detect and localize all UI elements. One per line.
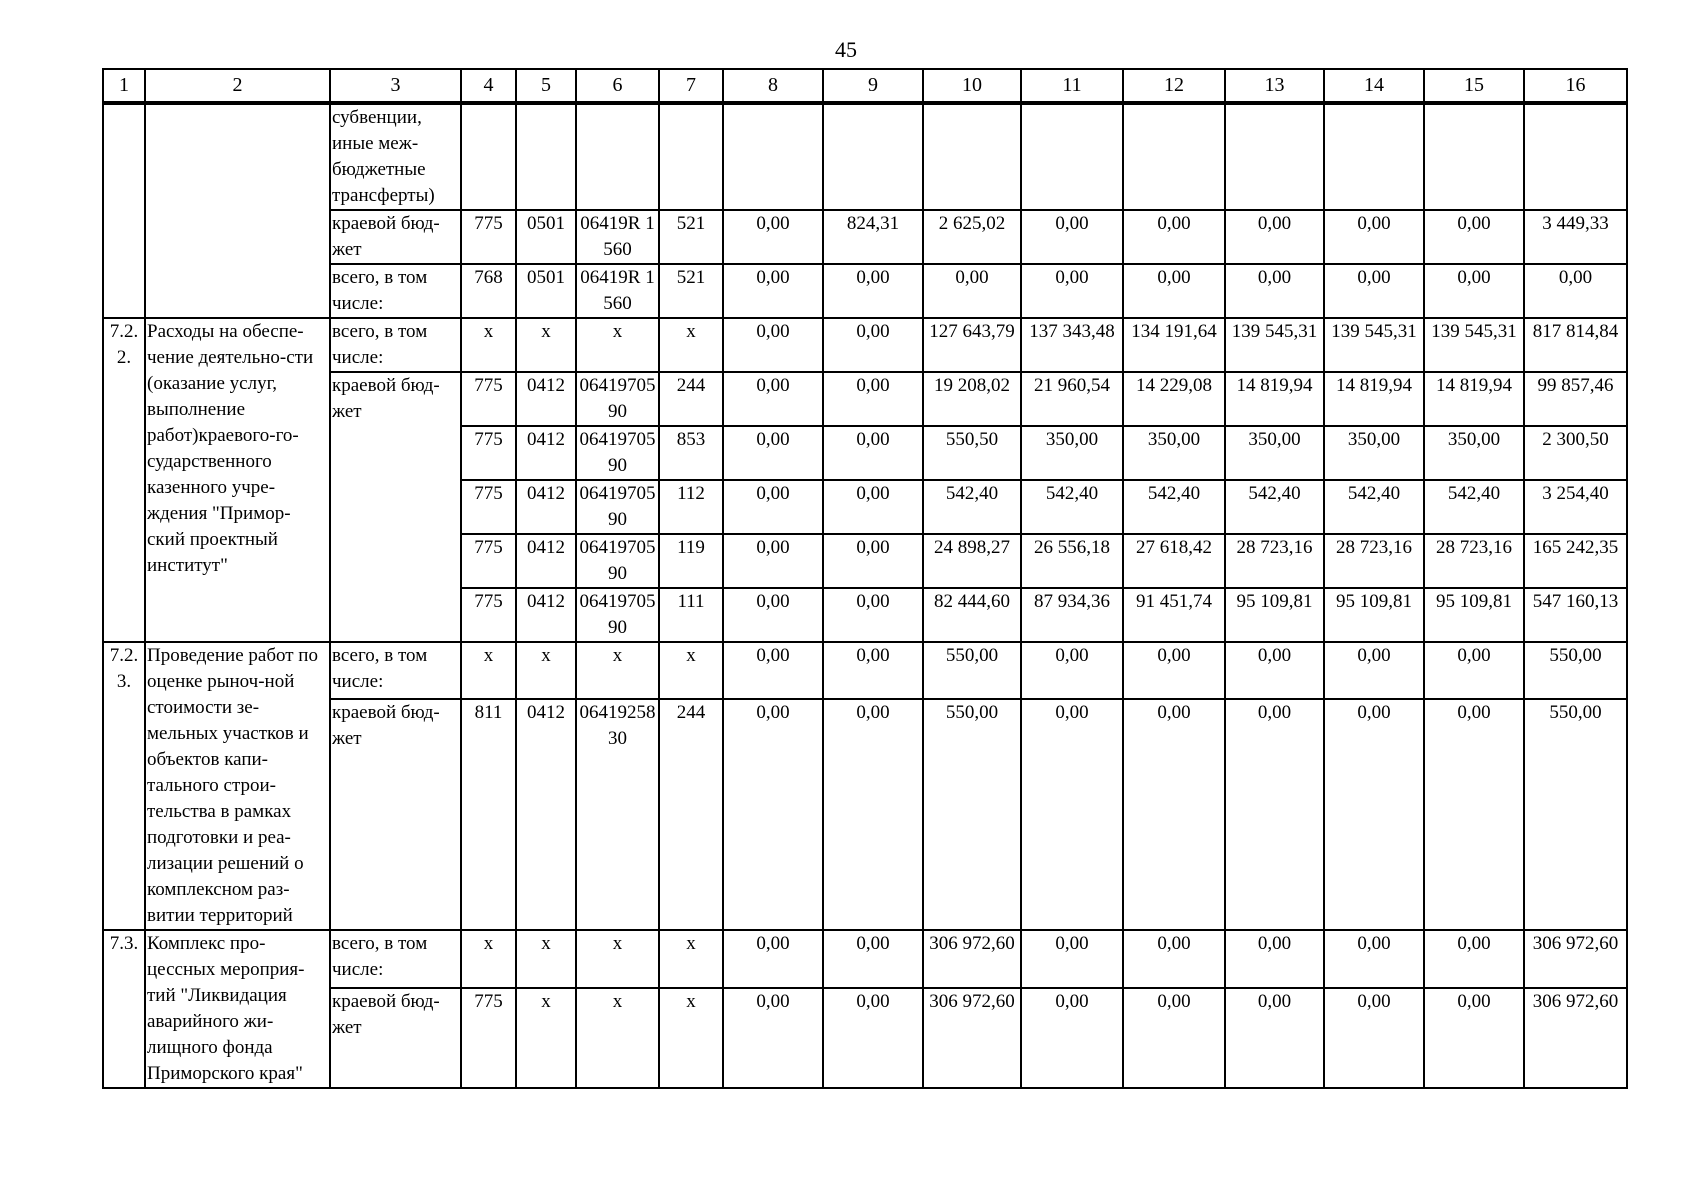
expense-type-cell: [659, 104, 723, 210]
value-cell: 137 343,48: [1021, 318, 1123, 372]
section-cell: х: [516, 318, 576, 372]
total-cell: 306 972,60: [1524, 930, 1627, 988]
value-cell: 0,00: [1021, 699, 1123, 930]
section-cell: х: [516, 930, 576, 988]
column-header: 5: [516, 69, 576, 102]
funding-source-cell: краевой бюд-жет: [330, 988, 461, 1088]
value-cell: 0,00: [823, 988, 923, 1088]
value-cell: 0,00: [1021, 642, 1123, 699]
section-cell: 0412: [516, 699, 576, 930]
target-article-cell: 06419R 1560: [576, 264, 659, 318]
table-row: [103, 642, 1627, 699]
total-cell: 3 449,33: [1524, 210, 1627, 264]
value-cell: 0,00: [1324, 988, 1424, 1088]
funding-source-cell: всего, в том числе:: [330, 318, 461, 372]
value-cell: 0,00: [723, 318, 823, 372]
value-cell: 542,40: [923, 480, 1021, 534]
value-cell: 0,00: [723, 988, 823, 1088]
column-header: 6: [576, 69, 659, 102]
value-cell: [1021, 104, 1123, 210]
value-cell: 550,00: [923, 642, 1021, 699]
value-cell: 0,00: [823, 534, 923, 588]
value-cell: 19 208,02: [923, 372, 1021, 426]
value-cell: 542,40: [1225, 480, 1324, 534]
value-cell: [723, 104, 823, 210]
column-header: 1: [103, 69, 145, 102]
value-cell: 26 556,18: [1021, 534, 1123, 588]
value-cell: 0,00: [823, 699, 923, 930]
expense-type-cell: 853: [659, 426, 723, 480]
grbs-cell: 775: [461, 372, 516, 426]
value-cell: 0,00: [1225, 264, 1324, 318]
value-cell: 14 819,94: [1225, 372, 1324, 426]
section-cell: 0412: [516, 426, 576, 480]
grbs-cell: х: [461, 318, 516, 372]
value-cell: 550,00: [923, 699, 1021, 930]
value-cell: 0,00: [1123, 699, 1225, 930]
value-cell: 28 723,16: [1424, 534, 1524, 588]
value-cell: [1424, 104, 1524, 210]
budget-table: [102, 103, 1628, 1089]
value-cell: 350,00: [1225, 426, 1324, 480]
grbs-cell: [461, 104, 516, 210]
value-cell: 542,40: [1021, 480, 1123, 534]
value-cell: 0,00: [1225, 930, 1324, 988]
section-cell: х: [516, 642, 576, 699]
value-cell: [1123, 104, 1225, 210]
value-cell: 0,00: [1324, 210, 1424, 264]
table-row: [103, 264, 1627, 318]
value-cell: 0,00: [1424, 930, 1524, 988]
value-cell: 0,00: [1123, 264, 1225, 318]
value-cell: [923, 104, 1021, 210]
column-header: 11: [1021, 69, 1123, 102]
value-cell: 0,00: [823, 930, 923, 988]
section-cell: 0501: [516, 264, 576, 318]
value-cell: 0,00: [723, 699, 823, 930]
value-cell: 28 723,16: [1324, 534, 1424, 588]
value-cell: 0,00: [823, 642, 923, 699]
activity-name-cell: Комплекс про-цессных мероприя-тий "Ликвидация аварийного жи-лищного фонда Приморского края": [145, 930, 330, 1088]
activity-name-cell: Расходы на обеспе-чение деятельно-сти (оказание услуг, выполнение работ)краевого-го-сударственного казенного учре-ждения "Примор-ский проектный институт": [145, 318, 330, 642]
grbs-cell: 775: [461, 210, 516, 264]
target-article-cell: 0641970590: [576, 372, 659, 426]
value-cell: 82 444,60: [923, 588, 1021, 642]
value-cell: 350,00: [1123, 426, 1225, 480]
value-cell: 24 898,27: [923, 534, 1021, 588]
target-article-cell: 06419R 1560: [576, 210, 659, 264]
total-cell: 2 300,50: [1524, 426, 1627, 480]
grbs-cell: х: [461, 642, 516, 699]
value-cell: 0,00: [1424, 699, 1524, 930]
grbs-cell: 775: [461, 588, 516, 642]
grbs-cell: 768: [461, 264, 516, 318]
value-cell: 0,00: [723, 480, 823, 534]
value-cell: 0,00: [1324, 930, 1424, 988]
value-cell: 139 545,31: [1324, 318, 1424, 372]
target-article-cell: х: [576, 988, 659, 1088]
value-cell: 0,00: [823, 480, 923, 534]
value-cell: 28 723,16: [1225, 534, 1324, 588]
funding-source-cell: краевой бюд-жет: [330, 372, 461, 642]
column-header: 7: [659, 69, 723, 102]
funding-source-cell: всего, в том числе:: [330, 642, 461, 699]
column-header: 12: [1123, 69, 1225, 102]
row-number-cell: [103, 104, 145, 318]
column-header-table: [102, 68, 1628, 103]
value-cell: 350,00: [1021, 426, 1123, 480]
value-cell: 87 934,36: [1021, 588, 1123, 642]
value-cell: 350,00: [1424, 426, 1524, 480]
value-cell: 91 451,74: [1123, 588, 1225, 642]
value-cell: 95 109,81: [1424, 588, 1524, 642]
value-cell: 0,00: [1123, 930, 1225, 988]
value-cell: 306 972,60: [923, 930, 1021, 988]
value-cell: 14 229,08: [1123, 372, 1225, 426]
table-body: [103, 104, 1627, 1088]
value-cell: 0,00: [723, 642, 823, 699]
page-number: 45: [835, 37, 857, 62]
section-cell: [516, 104, 576, 210]
value-cell: 542,40: [1324, 480, 1424, 534]
target-article-cell: 0641970590: [576, 588, 659, 642]
column-header: 14: [1324, 69, 1424, 102]
value-cell: 134 191,64: [1123, 318, 1225, 372]
total-cell: 99 857,46: [1524, 372, 1627, 426]
value-cell: 0,00: [1123, 210, 1225, 264]
value-cell: 21 960,54: [1021, 372, 1123, 426]
section-cell: 0412: [516, 534, 576, 588]
total-cell: 165 242,35: [1524, 534, 1627, 588]
value-cell: 0,00: [823, 372, 923, 426]
value-cell: 95 109,81: [1324, 588, 1424, 642]
value-cell: 0,00: [1123, 642, 1225, 699]
value-cell: 0,00: [823, 588, 923, 642]
value-cell: [1225, 104, 1324, 210]
total-cell: 3 254,40: [1524, 480, 1627, 534]
funding-source-cell: краевой бюд-жет: [330, 210, 461, 264]
table-row: [103, 372, 1627, 426]
value-cell: 0,00: [1123, 988, 1225, 1088]
expense-type-cell: 244: [659, 699, 723, 930]
column-header: 16: [1524, 69, 1627, 102]
value-cell: 0,00: [723, 534, 823, 588]
funding-source-cell: краевой бюд-жет: [330, 699, 461, 930]
value-cell: 0,00: [1424, 988, 1524, 1088]
expense-type-cell: 244: [659, 372, 723, 426]
activity-name-cell: Проведение работ по оценке рыноч-ной стоимости зе-мельных участков и объектов капи-тального строи-тельства в рамках подготовки и реа-лизации решений о комплексном раз-витии территорий: [145, 642, 330, 930]
column-header: 9: [823, 69, 923, 102]
column-header: 2: [145, 69, 330, 102]
column-header-row: [103, 69, 1627, 102]
value-cell: 0,00: [1225, 210, 1324, 264]
section-cell: х: [516, 988, 576, 1088]
funding-source-cell: всего, в том числе:: [330, 264, 461, 318]
expense-type-cell: х: [659, 988, 723, 1088]
section-cell: 0412: [516, 480, 576, 534]
value-cell: 0,00: [1424, 642, 1524, 699]
value-cell: [823, 104, 923, 210]
value-cell: 2 625,02: [923, 210, 1021, 264]
table-row: [103, 930, 1627, 988]
total-cell: 306 972,60: [1524, 988, 1627, 1088]
value-cell: 0,00: [1424, 264, 1524, 318]
target-article-cell: х: [576, 642, 659, 699]
grbs-cell: 775: [461, 426, 516, 480]
grbs-cell: 775: [461, 480, 516, 534]
value-cell: 14 819,94: [1324, 372, 1424, 426]
value-cell: 0,00: [1021, 210, 1123, 264]
grbs-cell: 775: [461, 534, 516, 588]
target-article-cell: [576, 104, 659, 210]
section-cell: 0501: [516, 210, 576, 264]
table-row: [103, 699, 1627, 930]
grbs-cell: х: [461, 930, 516, 988]
grbs-cell: 811: [461, 699, 516, 930]
target-article-cell: х: [576, 930, 659, 988]
expense-type-cell: 521: [659, 264, 723, 318]
value-cell: 0,00: [1324, 642, 1424, 699]
funding-source-cell: субвенции, иные меж-бюджетные трансферты): [330, 104, 461, 210]
value-cell: 0,00: [723, 426, 823, 480]
column-header: 8: [723, 69, 823, 102]
value-cell: 0,00: [923, 264, 1021, 318]
expense-type-cell: 521: [659, 210, 723, 264]
value-cell: 542,40: [1123, 480, 1225, 534]
value-cell: 0,00: [723, 372, 823, 426]
value-cell: 0,00: [1021, 988, 1123, 1088]
value-cell: 95 109,81: [1225, 588, 1324, 642]
expense-type-cell: 112: [659, 480, 723, 534]
target-article-cell: 0641970590: [576, 534, 659, 588]
section-cell: 0412: [516, 372, 576, 426]
expense-type-cell: х: [659, 930, 723, 988]
value-cell: 0,00: [723, 930, 823, 988]
target-article-cell: х: [576, 318, 659, 372]
target-article-cell: 0641925830: [576, 699, 659, 930]
value-cell: 0,00: [1225, 699, 1324, 930]
expense-type-cell: х: [659, 318, 723, 372]
target-article-cell: 0641970590: [576, 480, 659, 534]
expense-type-cell: 111: [659, 588, 723, 642]
value-cell: 127 643,79: [923, 318, 1021, 372]
grbs-cell: 775: [461, 988, 516, 1088]
total-cell: 547 160,13: [1524, 588, 1627, 642]
expense-type-cell: х: [659, 642, 723, 699]
value-cell: 824,31: [823, 210, 923, 264]
value-cell: 306 972,60: [923, 988, 1021, 1088]
value-cell: 139 545,31: [1225, 318, 1324, 372]
total-cell: 0,00: [1524, 264, 1627, 318]
value-cell: 0,00: [823, 318, 923, 372]
value-cell: 0,00: [1225, 642, 1324, 699]
value-cell: 0,00: [1021, 264, 1123, 318]
value-cell: 14 819,94: [1424, 372, 1524, 426]
value-cell: 0,00: [723, 588, 823, 642]
value-cell: 0,00: [723, 210, 823, 264]
value-cell: 0,00: [1324, 699, 1424, 930]
value-cell: 27 618,42: [1123, 534, 1225, 588]
value-cell: 0,00: [1424, 210, 1524, 264]
value-cell: [1324, 104, 1424, 210]
value-cell: 542,40: [1424, 480, 1524, 534]
total-cell: 550,00: [1524, 642, 1627, 699]
total-cell: 550,00: [1524, 699, 1627, 930]
table-row: [103, 988, 1627, 1088]
total-cell: 817 814,84: [1524, 318, 1627, 372]
value-cell: 0,00: [723, 264, 823, 318]
value-cell: 550,50: [923, 426, 1021, 480]
value-cell: 0,00: [823, 264, 923, 318]
value-cell: 139 545,31: [1424, 318, 1524, 372]
row-number-cell: 7.2.3.: [103, 642, 145, 930]
expense-type-cell: 119: [659, 534, 723, 588]
row-number-cell: 7.3.: [103, 930, 145, 1088]
activity-name-cell: [145, 104, 330, 318]
column-header: 15: [1424, 69, 1524, 102]
value-cell: 0,00: [1225, 988, 1324, 1088]
table-row: [103, 318, 1627, 372]
table-row: [103, 104, 1627, 210]
value-cell: 0,00: [1324, 264, 1424, 318]
value-cell: 0,00: [823, 426, 923, 480]
section-cell: 0412: [516, 588, 576, 642]
value-cell: 0,00: [1021, 930, 1123, 988]
total-cell: [1524, 104, 1627, 210]
column-header: 13: [1225, 69, 1324, 102]
funding-source-cell: всего, в том числе:: [330, 930, 461, 988]
column-header: 3: [330, 69, 461, 102]
table-row: [103, 210, 1627, 264]
row-number-cell: 7.2.2.: [103, 318, 145, 642]
column-header: 4: [461, 69, 516, 102]
column-header: 10: [923, 69, 1021, 102]
target-article-cell: 0641970590: [576, 426, 659, 480]
value-cell: 350,00: [1324, 426, 1424, 480]
